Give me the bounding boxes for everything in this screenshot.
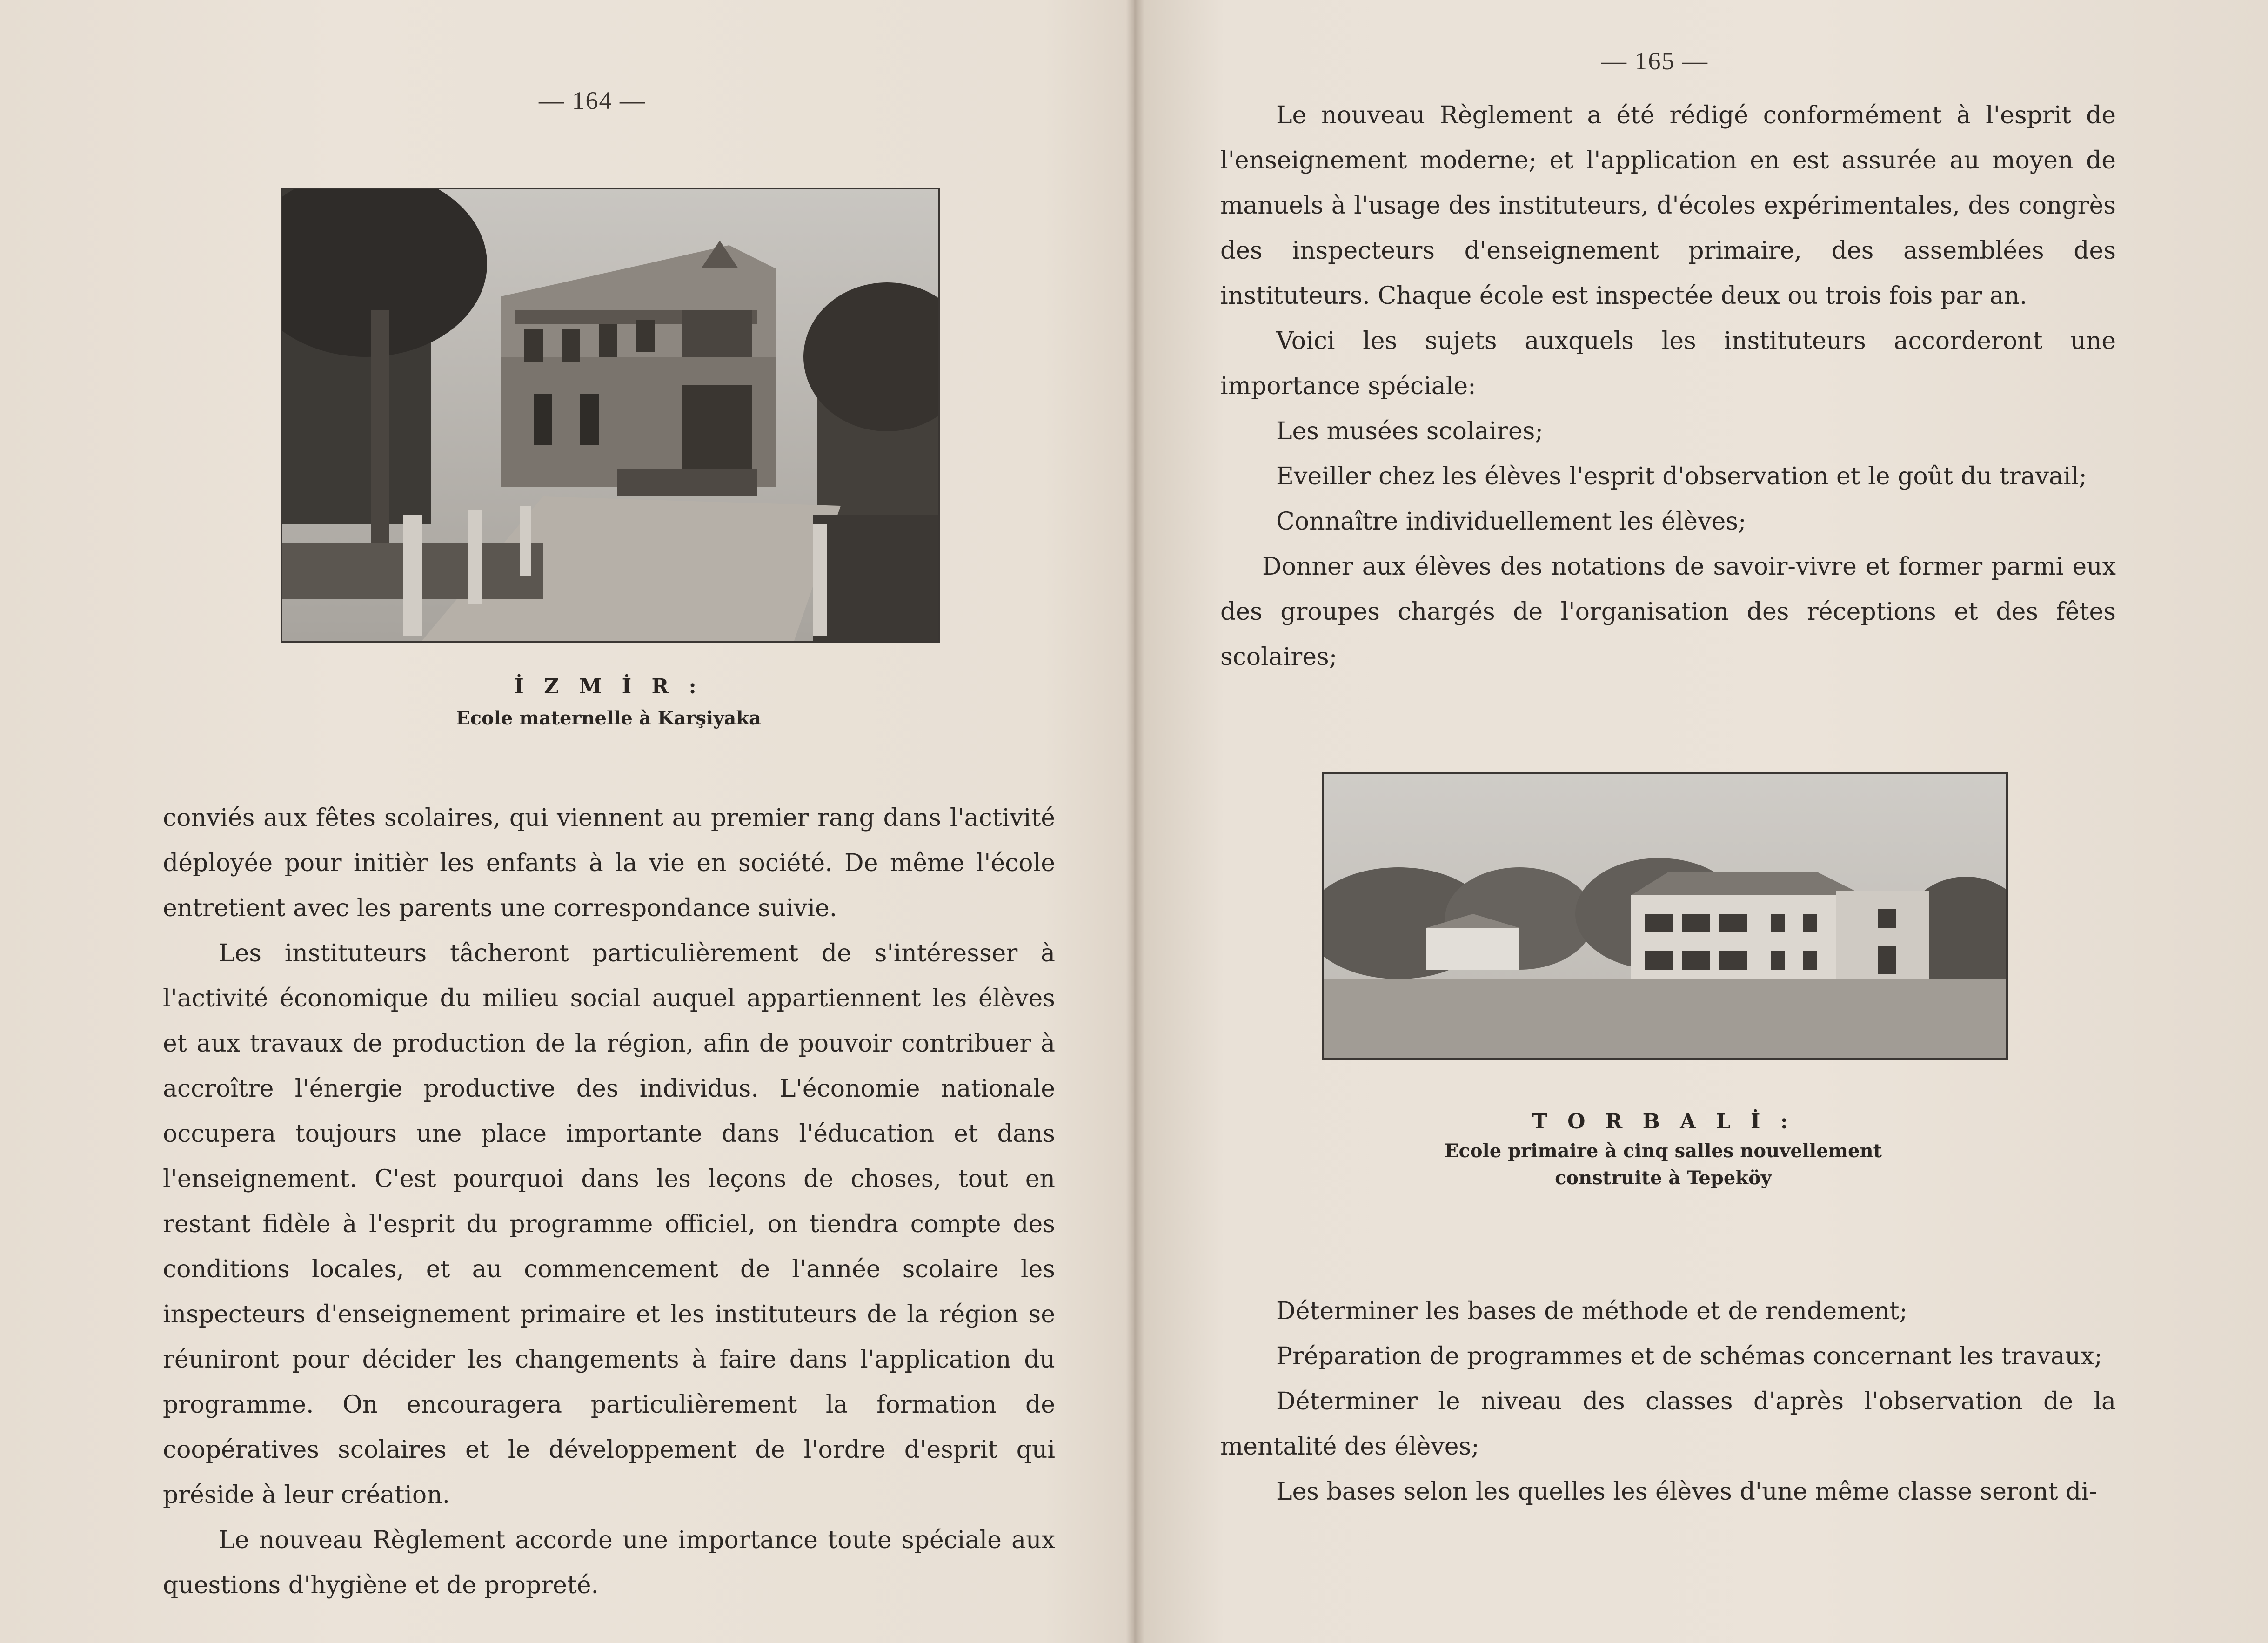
page-number-right: — 165 — [1601,47,1708,75]
right-body-text-top [1220,93,2116,680]
right-paragraph-lead: Voici les sujets auxquels les instituteurs accorderont une importance spéciale: [1220,327,2116,400]
book-gutter [1126,0,1144,1643]
torbali-school-image [1324,774,2006,1058]
right-bottom-item-4: Les bases selon les quelles les élèves d'une même classe seront di- [1276,1478,2097,1506]
left-paragraph-2: Les instituteurs tâcheront particulièrement de s'intéresser à l'activité économique du milieu social auquel appartiennent les élèves et aux travaux de production de la région, afin de pouvoir contribuer à accroître l'énergie productive des individus. L'économie nationale occupera toujours une place importante dans l'éducation et dans l'enseignement. C'est pourquoi dans les leçons de choses, tout en restant fidèle à l'esprit du programme officiel, on tiendra compte des conditions locales, et au commencement de l'année scolaire les inspecteurs d'enseignement primaire et les instituteurs de la région se réuniront pour décider les changements à faire dans l'application du programme. On encouragera particulièrement la formation de coopératives scolaires et le développement de l'ordre d'esprit qui préside à leur création. [163,939,1055,1509]
photo-torbali-school [1322,772,2008,1060]
right-body-text-bottom [1220,1289,2116,1515]
right-page [1134,0,2268,1643]
photo-izmir-kindergarten [281,188,940,643]
right-item-1: Les musées scolaires; [1276,417,1543,445]
photo-title-izmir: İ Z M İ R : [514,675,703,698]
right-paragraph-intro: Le nouveau Règlement a été rédigé conformément à l'esprit de l'enseignement moderne; et l'application en est assurée au moyen de manuels à l'usage des instituteurs, d'écoles expérimentales, des congrès des inspecteurs d'enseignement primaire, des assemblées des instituteurs. Chaque école est inspectée deux ou trois fois par an. [1220,101,2116,310]
left-body-text [163,796,1055,1608]
photo-caption-torbali-line1: Ecole primaire à cinq salles nouvellement [1444,1140,1882,1162]
right-item-4: Donner aux élèves des notations de savoir-vivre et former parmi eux des groupes chargés de l'organisation des réceptions et des fêtes scolaires; [1220,553,2116,671]
right-item-2: Eveiller chez les élèves l'esprit d'observation et le goût du travail; [1276,463,2087,490]
right-bottom-item-3: Déterminer le niveau des classes d'après l'observation de la mentalité des élèves; [1220,1388,2116,1461]
right-bottom-item-2: Préparation de programmes et de schémas concernant les travaux; [1276,1342,2102,1370]
left-paragraph-3: Le nouveau Règlement accorde une importance toute spéciale aux questions d'hygiène et de propreté. [163,1526,1055,1599]
izmir-school-image [282,189,938,641]
right-bottom-item-1: Déterminer les bases de méthode et de rendement; [1276,1297,1908,1325]
left-paragraph-1: conviés aux fêtes scolaires, qui viennent au premier rang dans l'activité déployée pour initièr les enfants à la vie en société. De même l'école entretient avec les parents une correspondance suivie. [163,804,1055,922]
page-number-left: — 164 — [539,87,646,114]
photo-title-torbali: T O R B A L İ : [1532,1110,1794,1133]
right-item-3: Connaître individuellement les élèves; [1276,508,1746,536]
photo-caption-izmir: Ecole maternelle à Karşiyaka [456,707,761,729]
photo-caption-torbali-line2: construite à Tepeköy [1555,1167,1772,1189]
